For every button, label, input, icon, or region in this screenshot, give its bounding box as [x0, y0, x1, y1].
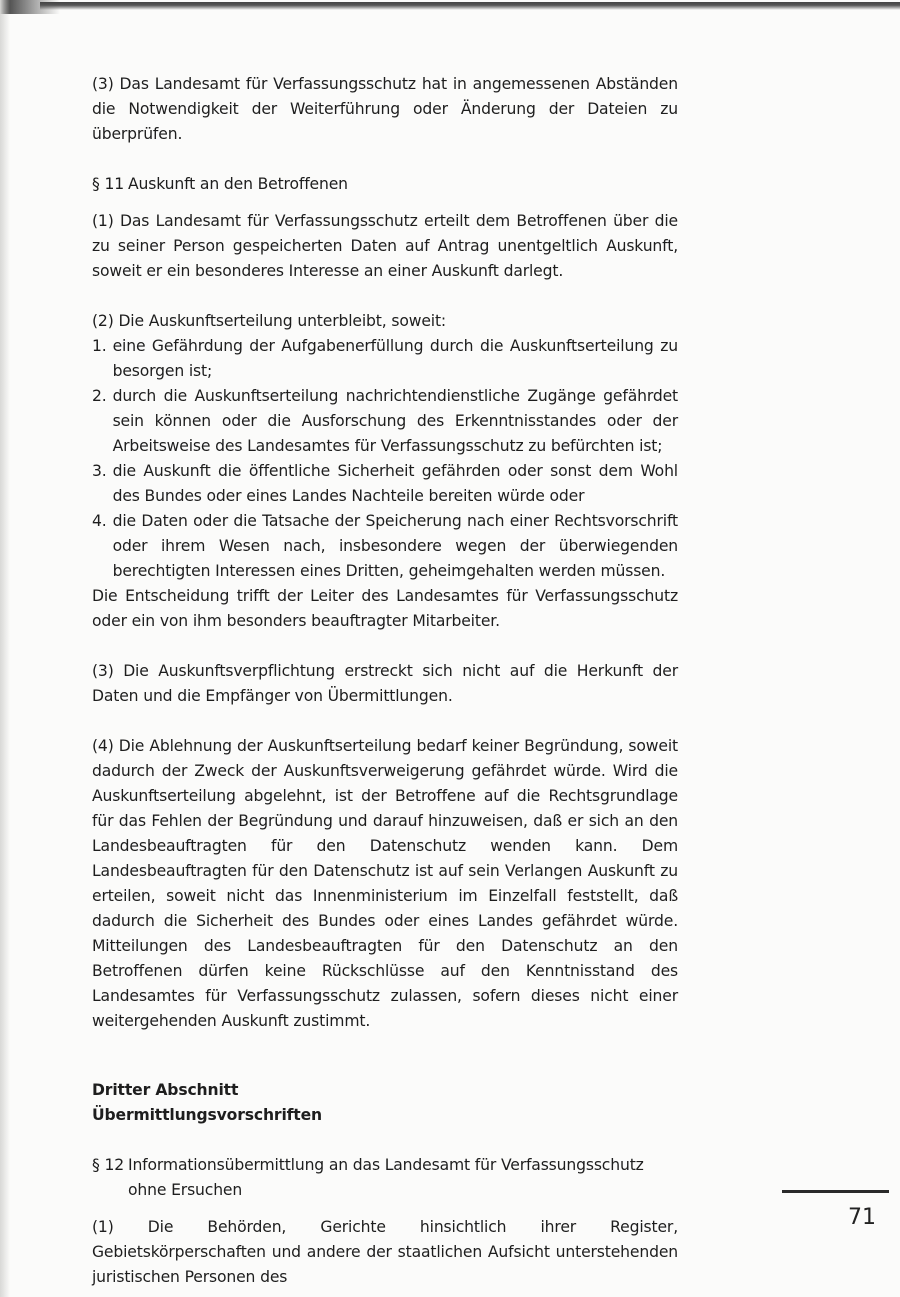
section-symbol: § 11: [92, 175, 124, 193]
list-item: [92, 459, 678, 509]
section11-paragraph-2-intro: (2) Die Auskunftserteilung unterbleibt, soweit:: [92, 312, 447, 330]
page-number: 71: [848, 1205, 876, 1230]
section11-paragraph-2-outro: Die Entscheidung trifft der Leiter des Landesamtes für Verfassungsschutz oder ein von ihm besonders beauftragter Mitarbeiter.: [92, 587, 678, 630]
list-number: 1.: [92, 337, 107, 355]
list-text: die Auskunft die öffentliche Sicherheit gefährden oder sonst dem Wohl des Bundes oder eines Landes Nachteile bereiten würde oder: [112, 462, 678, 505]
list-item: [92, 509, 678, 584]
section12-paragraph-1: (1) Die Behörden, Gerichte hinsichtlich ihrer Register, Gebietskörperschaften und andere der staatlichen Aufsicht unterstehenden juristischen Personen des: [92, 1218, 678, 1286]
section11-paragraph-4: (4) Die Ablehnung der Auskunftserteilung bedarf keiner Begründung, soweit dadurch der Zweck der Auskunftsverweigerung gefährdet würde. Wird die Auskunftserteilung abgelehnt, ist der Betroffene auf die Rechtsgrundlage für das Fehlen der Begründung und darauf hinzuweisen, daß er sich an den Landesbeauftragten für den Datenschutz wenden kann. Dem Landesbeauftragten für den Datenschutz ist auf sein Verlangen Auskunft zu erteilen, soweit nicht das Innenministerium im Einzelfall feststellt, daß dadurch die Sicherheit des Bundes oder eines Landes gefährdet würde. Mitteilungen des Landesbeauftragten für den Datenschutz an den Betroffenen dürfen keine Rückschlüsse auf den Kenntnisstand des Landesamtes für Verfassungsschutz zulassen, sofern dieses nicht einer weitergehenden Auskunft zustimmt.: [92, 737, 678, 1030]
chapter-subheading: Übermittlungsvorschriften: [92, 1106, 322, 1124]
list-text: eine Gefährdung der Aufgabenerfüllung durch die Auskunftserteilung zu besorgen ist;: [112, 337, 678, 380]
section11-title: [92, 172, 678, 197]
list-item: [92, 384, 678, 459]
list-number: 4.: [92, 512, 107, 530]
scan-edge-shadow: [0, 0, 10, 1297]
page-content: [92, 72, 678, 1290]
section11-paragraph-3: (3) Die Auskunftsverpflichtung erstreckt sich nicht auf die Herkunft der Daten und die Empfänger von Übermittlungen.: [92, 662, 678, 705]
list-number: 2.: [92, 387, 107, 405]
section12-title: [92, 1153, 678, 1203]
section-title-text: Informationsübermittlung an das Landesamt für Verfassungsschutz ohne Ersuchen: [128, 1156, 644, 1199]
list-text: die Daten oder die Tatsache der Speicherung nach einer Rechtsvorschrift oder ihrem Wesen nach, insbesondere wegen der überwiegenden berechtigten Interessen eines Dritten, geheimgehalten werden müssen.: [112, 512, 678, 580]
section-title-text: Auskunft an den Betroffenen: [128, 175, 348, 193]
list-item: [92, 334, 678, 384]
top-rule: [40, 2, 900, 10]
chapter-heading: Dritter Abschnitt: [92, 1081, 239, 1099]
list-text: durch die Auskunftserteilung nachrichtendienstliche Zugänge gefährdet sein können oder die Ausforschung des Erkenntnisstandes oder der Arbeitsweise des Landesamtes für Verfassungsschutz zu befürchten ist;: [112, 387, 678, 455]
list-number: 3.: [92, 462, 107, 480]
section-symbol: § 12: [92, 1156, 124, 1174]
footer-rule: [782, 1190, 889, 1193]
section11-list: [92, 334, 678, 584]
section11-paragraph-1: (1) Das Landesamt für Verfassungsschutz erteilt dem Betroffenen über die zu seiner Person gespeicherten Daten auf Antrag unentgeltlich Auskunft, soweit er ein besonderes Interesse an einer Auskunft darlegt.: [92, 212, 678, 280]
section10-paragraph-3: (3) Das Landesamt für Verfassungsschutz hat in angemessenen Abständen die Notwendigkeit der Weiterführung oder Änderung der Dateien zu überprüfen.: [92, 75, 678, 143]
